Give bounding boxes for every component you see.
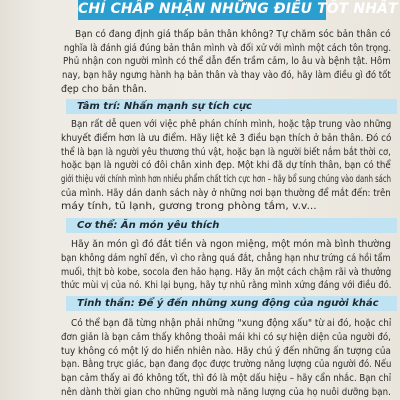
intro-line: nghĩa là đánh giá đúng bản thân mình và đối xử với mình một cách tôn trọng. (64, 43, 392, 54)
section-heading: Tinh thần: Để ý đến những xung động của người khác (66, 296, 397, 311)
section-heading: Tâm trí: Nhấn mạnh sự tích cực (66, 99, 397, 114)
section-line: Bạn rất dễ quen với việc phê phán chính mình, hoặc tập trung vào những (71, 119, 392, 130)
section-line: máy tính, tủ lạnh, gương trong phòng tắm, v.v... (61, 201, 317, 212)
intro-line: đẹp cho bản thân. (61, 84, 147, 95)
section-line: thể là bạn là người yêu thương thú vật, hoặc bạn là người biết nắm bắt thời cơ, (61, 147, 391, 158)
section-line: đơn giản là bạn cảm thấy không thoải mái khi có sự hiện diện của người đó, (61, 332, 391, 343)
section-line: của mình. Hãy dán danh sách này ở những nơi bạn thường để mắt đến: trên (61, 188, 391, 199)
section-line: khuyết điểm hơn là ưu điểm. Hãy liệt kê 3 điều bạn thích ở bản thân. Đó có (61, 133, 392, 144)
section-heading: Cơ thể: Ăn món yêu thích (66, 218, 397, 233)
section-line: giới thiệu với chính mình hơn nhiều phẩm chất tích cực hơn – hãy bổ sung chúng vào danh sách (61, 174, 392, 185)
page-title: CHỈ CHẤP NHẬN NHỮNG ĐIỀU TỐT NHẤT (78, 0, 326, 20)
intro-line: Phủ nhận con người mình có thể dẫn đến trầm cảm, lo âu và bệnh tật. Hôm (63, 56, 391, 67)
section-line: Hãy ăn món gì đó đắt tiền và ngon miệng, một món mà bình thường (71, 239, 391, 250)
section-line: muối, thịt bò kobe, socola đen hảo hạng. Hãy ăn một cách chậm rãi và thưởng (61, 267, 392, 278)
section-line: hoặc bạn là người có đôi chân xinh đẹp. Một khi đã dự tính thân, bạn có thể (61, 160, 391, 171)
section-line: bạn. Bằng trực giác, bạn đang đọc được trường năng lượng của người đó. Nếu (61, 359, 392, 370)
section-line: bạn cảm thấy ai đó không tốt, thì đó là một dấu hiệu – hãy cẩn nhắc. Bạn chỉ (61, 373, 392, 384)
section-line: Có thể bạn đã từng nhận phải những "xung động xấu" từ ai đó, hoặc chỉ (71, 318, 392, 329)
section-line: tuy không có một lý do hiển nhiên nào. Hãy chú ý đến những ấn tượng của (61, 346, 391, 357)
intro-line: nay, bạn hãy ngưng hành hạ bản thân và thay vào đó, hãy làm điều gì đó tốt (62, 70, 391, 81)
section-line: thức mùi vị của nó. Khi lại bụng, hãy tự nhủ rằng mình xứng đáng với điều đó. (61, 280, 392, 291)
section-line: nên dành thời gian cho những người mà năng lượng của họ nuôi dưỡng bạn. (61, 387, 391, 398)
section-line: bạn không dám nghĩ đến, vì cho rằng quá đắt, chẳng hạn như trứng cá hồi tẩm (61, 253, 391, 264)
intro-line: Bạn có đang định giá thấp bản thân không? Tự chăm sóc bản thân có (75, 29, 391, 40)
